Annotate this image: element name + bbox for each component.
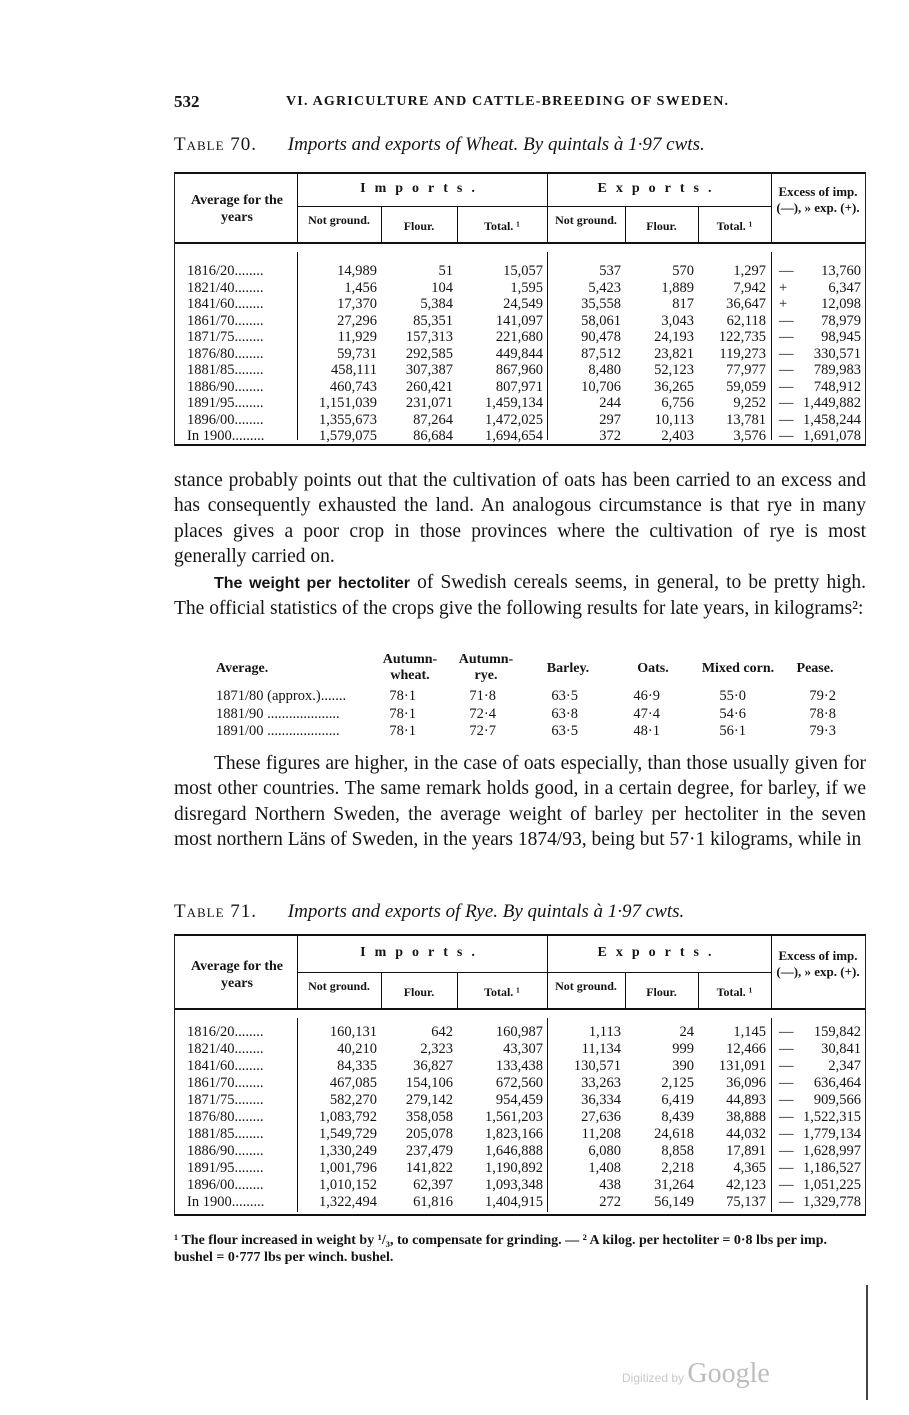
cell-p: 1816/20........ xyxy=(187,263,264,279)
cell-sign: — xyxy=(779,1177,794,1193)
cell-ifl: 87,264 xyxy=(413,411,453,428)
table-row xyxy=(175,1109,865,1126)
imp-flour-header: Flour. xyxy=(403,219,435,233)
cell-sign: — xyxy=(779,1143,794,1159)
table-row xyxy=(175,280,865,297)
weights-cell-m: 55·0 xyxy=(719,688,746,704)
cell-ifl: 307,387 xyxy=(405,362,453,378)
cell-exc: 789,983 xyxy=(813,362,861,378)
cell-itot: 133,438 xyxy=(495,1058,543,1074)
cell-sign: — xyxy=(779,362,794,378)
weights-cell-p: 1871/80 (approx.)....... xyxy=(216,688,347,704)
cell-p: 1876/80........ xyxy=(187,345,264,362)
cell-efl: 2,403 xyxy=(661,428,694,444)
weights-barley-header: Barley. xyxy=(546,661,590,676)
weights-cell-r: 72·7 xyxy=(469,723,496,739)
cell-eng: 10,706 xyxy=(581,378,621,395)
table-row xyxy=(175,362,865,379)
cell-sign: — xyxy=(779,428,794,444)
cell-etot: 3,576 xyxy=(733,428,766,444)
cell-exc: 1,449,882 xyxy=(803,395,861,411)
cell-efl: 52,123 xyxy=(654,362,694,378)
cell-p: 1881/85........ xyxy=(187,1126,264,1142)
cell-itot: 15,057 xyxy=(503,263,543,279)
cell-ing: 1,001,796 xyxy=(319,1160,377,1176)
weights-cell-b: 63·8 xyxy=(551,705,578,722)
cell-ifl: 36,827 xyxy=(413,1058,453,1074)
cell-exc: 1,458,244 xyxy=(803,411,861,428)
cell-ing: 467,085 xyxy=(329,1075,377,1091)
cell-eng: 297 xyxy=(599,411,621,428)
cell-p: 1886/90........ xyxy=(187,1143,264,1159)
weights-autumn-rye-header: Autumn-rye. xyxy=(458,652,514,683)
cell-p: 1891/95........ xyxy=(187,395,264,411)
table-row xyxy=(175,346,865,363)
cell-eng: 272 xyxy=(599,1194,621,1210)
weights-cell-r: 71·8 xyxy=(469,688,496,704)
weights-cell-w: 78·1 xyxy=(389,723,416,739)
col-period-header: Average for the years xyxy=(191,193,283,225)
cell-efl: 999 xyxy=(672,1041,694,1057)
t71-imp-total-header: Total. ¹ xyxy=(484,985,520,999)
weights-pease-header: Pease. xyxy=(796,661,834,676)
cell-etot: 77,977 xyxy=(726,362,766,378)
cell-efl: 24 xyxy=(679,1024,694,1040)
cell-ing: 14,989 xyxy=(337,263,377,279)
cell-itot: 160,987 xyxy=(495,1024,543,1040)
cell-exc: 1,691,078 xyxy=(803,428,861,444)
cell-ifl: 104 xyxy=(431,279,453,296)
cell-eng: 130,571 xyxy=(573,1058,621,1074)
cell-ing: 1,322,494 xyxy=(319,1194,377,1210)
weights-autumn-wheat-header: Autumn-wheat. xyxy=(382,652,438,683)
weights-cell-w: 78·1 xyxy=(389,688,416,704)
cell-eng: 58,061 xyxy=(581,312,621,329)
cell-efl: 2,125 xyxy=(661,1075,694,1091)
cell-itot: 1,561,203 xyxy=(485,1109,543,1125)
cell-etot: 44,893 xyxy=(726,1092,766,1108)
t71-imp-not-ground-header: Not ground. xyxy=(308,979,370,993)
cell-ifl: 260,421 xyxy=(405,378,453,395)
cell-sign: — xyxy=(779,1160,794,1176)
t71-excess-header: Excess of imp. (—), » exp. (+). xyxy=(776,948,860,979)
cell-etot: 42,123 xyxy=(726,1177,766,1193)
cell-sign: — xyxy=(779,395,794,411)
cell-eng: 1,408 xyxy=(588,1160,621,1176)
cell-etot: 36,647 xyxy=(726,296,766,312)
footnote: ¹ The flour increased in weight by ¹/₃, to compensate for grinding. — ² A kilog. per hectoliter = 0·8 lbs per imp. bushel = 0·777 lbs per winch. bushel. xyxy=(174,1233,827,1265)
table70-caption xyxy=(174,134,705,156)
cell-sign: — xyxy=(779,1075,794,1091)
table70-title: Imports and exports of Wheat. By quintals à 1·97 cwts. xyxy=(287,134,705,155)
cell-sign: — xyxy=(779,378,794,395)
cell-exc: 330,571 xyxy=(813,345,861,362)
cell-p: In 1900......... xyxy=(187,1194,265,1210)
cell-efl: 6,419 xyxy=(661,1092,694,1108)
table71-label: Table 71. xyxy=(174,901,258,922)
cell-ing: 582,270 xyxy=(329,1092,377,1108)
table-row xyxy=(175,1041,865,1058)
cell-efl: 3,043 xyxy=(661,312,694,329)
cell-itot: 221,680 xyxy=(495,329,543,345)
table-row xyxy=(175,296,865,313)
weights-table xyxy=(216,650,856,745)
cell-exc: 1,329,778 xyxy=(803,1194,861,1210)
table71-caption xyxy=(174,901,684,923)
cell-exc: 2,347 xyxy=(828,1058,861,1074)
cell-efl: 10,113 xyxy=(654,411,694,428)
cell-etot: 12,466 xyxy=(726,1041,766,1057)
cell-ing: 1,549,729 xyxy=(319,1126,377,1142)
cell-etot: 119,273 xyxy=(719,345,766,362)
scan-edge-mark xyxy=(866,1285,868,1400)
cell-exc: 6,347 xyxy=(828,279,861,296)
cell-p: 1896/00........ xyxy=(187,1177,264,1193)
cell-eng: 244 xyxy=(599,395,621,411)
cell-ifl: 292,585 xyxy=(405,345,453,362)
cell-p: 1821/40........ xyxy=(187,279,264,296)
cell-itot: 1,404,915 xyxy=(485,1194,543,1210)
weights-cell-o: 48·1 xyxy=(633,723,660,739)
cell-exc: 12,098 xyxy=(821,296,861,312)
cell-eng: 6,080 xyxy=(588,1143,621,1159)
cell-ing: 1,083,792 xyxy=(319,1109,377,1125)
weights-cell-m: 56·1 xyxy=(719,723,746,739)
cell-itot: 24,549 xyxy=(503,296,543,312)
t71-exports-group-header: Exports. xyxy=(597,945,721,960)
t71-imp-flour-header: Flour. xyxy=(403,985,435,999)
table-row xyxy=(175,1177,865,1194)
cell-ifl: 2,323 xyxy=(420,1041,453,1057)
watermark: Digitized by Google xyxy=(622,1358,770,1389)
cell-exc: 1,051,225 xyxy=(803,1177,861,1193)
cell-itot: 43,307 xyxy=(503,1041,543,1057)
weights-mixed-header: Mixed corn. xyxy=(701,661,775,676)
weights-cell-pe: 79·2 xyxy=(809,688,836,704)
cell-efl: 56,149 xyxy=(654,1194,694,1210)
cell-ifl: 62,397 xyxy=(413,1177,453,1193)
cell-ing: 11,929 xyxy=(337,329,377,345)
cell-p: 1841/60........ xyxy=(187,296,264,312)
weights-cell-o: 46·9 xyxy=(633,688,660,704)
cell-etot: 13,781 xyxy=(726,411,766,428)
cell-efl: 2,218 xyxy=(661,1160,694,1176)
cell-exc: 98,945 xyxy=(821,329,861,345)
cell-etot: 17,891 xyxy=(726,1143,766,1159)
cell-exc: 909,566 xyxy=(813,1092,861,1108)
cell-exc: 748,912 xyxy=(813,378,861,395)
cell-efl: 8,858 xyxy=(661,1143,694,1159)
cell-etot: 1,145 xyxy=(733,1024,766,1040)
weights-cell-b: 63·5 xyxy=(551,723,578,739)
cell-ifl: 85,351 xyxy=(413,312,453,329)
cell-efl: 8,439 xyxy=(661,1109,694,1125)
cell-exc: 1,779,134 xyxy=(803,1126,861,1142)
cell-eng: 11,134 xyxy=(581,1041,621,1057)
cell-efl: 817 xyxy=(672,296,694,312)
cell-sign: — xyxy=(779,411,794,428)
weights-row xyxy=(216,723,856,740)
cell-p: 1876/80........ xyxy=(187,1109,264,1125)
cell-eng: 36,334 xyxy=(581,1092,621,1108)
table-row xyxy=(175,263,865,280)
paragraph-3-text: These figures are higher, in the case of oats especially, than those usually given for most other countries. The same remark holds good, in a certain degree, for barley, if we disregard Northern Sweden, the average weight of barley per hectoliter in the seven most northern Läns of Sweden, in the years 1874/93, being but 57·1 kilograms, while in xyxy=(174,753,866,851)
cell-ifl: 231,071 xyxy=(405,395,453,411)
paragraph-2 xyxy=(174,570,866,622)
weights-cell-p: 1881/90 .................... xyxy=(216,705,340,722)
table70-body xyxy=(175,263,865,446)
cell-etot: 1,297 xyxy=(733,263,766,279)
table71-title: Imports and exports of Rye. By quintals à 1·97 cwts. xyxy=(287,901,685,922)
cell-p: 1881/85........ xyxy=(187,362,264,378)
table-row xyxy=(175,412,865,429)
cell-efl: 1,889 xyxy=(661,279,694,296)
cell-etot: 59,059 xyxy=(726,378,766,395)
cell-p: In 1900......... xyxy=(187,428,265,444)
table70-label: Table 70. xyxy=(174,134,258,155)
weights-cell-b: 63·5 xyxy=(551,688,578,704)
paragraph-3 xyxy=(174,751,866,853)
cell-itot: 1,190,892 xyxy=(485,1160,543,1176)
table-row xyxy=(175,379,865,396)
cell-ifl: 279,142 xyxy=(405,1092,453,1108)
cell-eng: 27,636 xyxy=(581,1109,621,1125)
t71-col-period-header: Average for the years xyxy=(191,959,283,991)
cell-sign: — xyxy=(779,329,794,345)
cell-ifl: 86,684 xyxy=(413,428,453,444)
table-row xyxy=(175,329,865,346)
cell-etot: 4,365 xyxy=(733,1160,766,1176)
cell-sign: — xyxy=(779,263,794,279)
table-row xyxy=(175,1075,865,1092)
cell-itot: 672,560 xyxy=(495,1075,543,1091)
imp-total-header: Total. ¹ xyxy=(484,219,520,233)
cell-p: 1821/40........ xyxy=(187,1041,264,1057)
cell-ifl: 141,822 xyxy=(405,1160,453,1176)
page-number: 532 xyxy=(174,92,200,111)
table-row xyxy=(175,1143,865,1160)
bold-phrase: The weight per hectoliter xyxy=(214,575,411,592)
table-row xyxy=(175,1058,865,1075)
cell-exc: 1,628,997 xyxy=(803,1143,861,1159)
cell-eng: 11,208 xyxy=(581,1126,621,1142)
cell-ing: 1,151,039 xyxy=(319,395,377,411)
cell-etot: 62,118 xyxy=(726,312,766,329)
cell-efl: 570 xyxy=(672,263,694,279)
cell-p: 1886/90........ xyxy=(187,378,264,395)
cell-ing: 40,210 xyxy=(337,1041,377,1057)
cell-sign: — xyxy=(779,345,794,362)
cell-exc: 159,842 xyxy=(813,1024,861,1040)
cell-itot: 1,646,888 xyxy=(485,1143,543,1159)
cell-sign: — xyxy=(779,1109,794,1125)
cell-efl: 24,618 xyxy=(654,1126,694,1142)
cell-ifl: 358,058 xyxy=(405,1109,453,1125)
cell-p: 1896/00........ xyxy=(187,411,264,428)
cell-sign: — xyxy=(779,1194,794,1210)
cell-p: 1871/75........ xyxy=(187,329,264,345)
exp-flour-header: Flour. xyxy=(646,219,677,233)
cell-ing: 1,579,075 xyxy=(319,428,377,444)
cell-ing: 27,296 xyxy=(337,312,377,329)
exports-group-header: Exports. xyxy=(597,181,721,196)
weights-cell-r: 72·4 xyxy=(469,705,496,722)
cell-etot: 38,888 xyxy=(726,1109,766,1125)
cell-ifl: 157,313 xyxy=(405,329,453,345)
cell-eng: 1,113 xyxy=(588,1024,621,1040)
cell-itot: 141,097 xyxy=(495,312,543,329)
cell-sign: + xyxy=(779,279,788,296)
cell-ifl: 51 xyxy=(438,263,453,279)
cell-itot: 1,459,134 xyxy=(485,395,543,411)
cell-ing: 17,370 xyxy=(337,296,377,312)
cell-sign: — xyxy=(779,1092,794,1108)
cell-itot: 1,823,166 xyxy=(485,1126,543,1142)
cell-ing: 84,335 xyxy=(337,1058,377,1074)
cell-exc: 13,760 xyxy=(821,263,861,279)
weights-cell-o: 47·4 xyxy=(633,705,660,722)
cell-itot: 807,971 xyxy=(495,378,543,395)
cell-efl: 36,265 xyxy=(654,378,694,395)
t71-imports-group-header: Imports. xyxy=(360,945,484,960)
running-title: VI. AGRICULTURE AND CATTLE-BREEDING OF SWEDEN. xyxy=(286,94,730,109)
cell-itot: 954,459 xyxy=(495,1092,543,1108)
table-row xyxy=(175,1194,865,1211)
cell-ing: 1,355,673 xyxy=(319,411,377,428)
table-row xyxy=(175,1160,865,1177)
weights-row xyxy=(216,688,856,705)
cell-etot: 7,942 xyxy=(733,279,766,296)
table71-body xyxy=(175,1024,865,1212)
table71 xyxy=(174,934,866,1216)
cell-itot: 449,844 xyxy=(495,345,543,362)
cell-efl: 23,821 xyxy=(654,345,694,362)
exp-not-ground-header: Not ground. xyxy=(555,213,617,227)
cell-efl: 24,193 xyxy=(654,329,694,345)
cell-eng: 33,263 xyxy=(581,1075,621,1091)
excess-header: Excess of imp. (—), » exp. (+). xyxy=(776,184,860,215)
cell-itot: 1,694,654 xyxy=(485,428,543,444)
cell-sign: + xyxy=(779,296,788,312)
cell-ifl: 205,078 xyxy=(405,1126,453,1142)
weights-cell-w: 78·1 xyxy=(389,705,416,722)
cell-sign: — xyxy=(779,1024,794,1040)
cell-eng: 438 xyxy=(599,1177,621,1193)
weights-cell-pe: 78·8 xyxy=(809,705,836,722)
cell-eng: 372 xyxy=(599,428,621,444)
cell-efl: 6,756 xyxy=(661,395,694,411)
weights-body xyxy=(216,688,856,744)
cell-etot: 75,137 xyxy=(726,1194,766,1210)
cell-exc: 636,464 xyxy=(813,1075,861,1091)
table-row xyxy=(175,1024,865,1041)
t71-exp-not-ground-header: Not ground. xyxy=(555,979,617,993)
exp-total-header: Total. ¹ xyxy=(716,219,753,233)
cell-eng: 35,558 xyxy=(581,296,621,312)
cell-ing: 59,731 xyxy=(337,345,377,362)
cell-itot: 867,960 xyxy=(495,362,543,378)
cell-etot: 122,735 xyxy=(718,329,766,345)
weights-cell-m: 54·6 xyxy=(719,705,746,722)
paragraph-1-text: stance probably points out that the cultivation of oats has been carried to an excess and has consequently exhausted the land. An analogous circumstance is that rye in many places gives a poor crop in those provinces where the cultivation of rye is most generally carried on. xyxy=(174,470,866,568)
weights-cell-p: 1891/00 .................... xyxy=(216,723,340,739)
cell-efl: 390 xyxy=(672,1058,694,1074)
cell-efl: 31,264 xyxy=(654,1177,694,1193)
cell-ifl: 61,816 xyxy=(413,1194,453,1210)
table-row xyxy=(175,313,865,330)
cell-sign: — xyxy=(779,312,794,329)
weights-cell-pe: 79·3 xyxy=(809,723,836,739)
table-row xyxy=(175,1092,865,1109)
cell-etot: 36,096 xyxy=(726,1075,766,1091)
cell-ifl: 154,106 xyxy=(405,1075,453,1091)
cell-itot: 1,472,025 xyxy=(485,411,543,428)
cell-ing: 460,743 xyxy=(329,378,377,395)
cell-etot: 9,252 xyxy=(733,395,766,411)
cell-ing: 1,456 xyxy=(344,279,377,296)
table-row xyxy=(175,1126,865,1143)
cell-ifl: 642 xyxy=(431,1024,453,1040)
imp-not-ground-header: Not ground. xyxy=(308,213,370,227)
cell-sign: — xyxy=(779,1058,794,1074)
cell-sign: — xyxy=(779,1126,794,1142)
weights-average-header: Average. xyxy=(216,661,269,676)
paragraph-2-text: of Swedish cereals seems, in general, to be pretty high. The official statistics of the crops give the following results for late years, in kilograms²: xyxy=(174,572,866,620)
cell-p: 1841/60........ xyxy=(187,1058,264,1074)
cell-exc: 30,841 xyxy=(821,1041,861,1057)
cell-ifl: 5,384 xyxy=(420,296,453,312)
cell-eng: 90,478 xyxy=(581,329,621,345)
table70 xyxy=(174,172,866,446)
table-row xyxy=(175,428,865,445)
cell-etot: 131,091 xyxy=(718,1058,766,1074)
imports-group-header: Imports. xyxy=(360,181,484,196)
cell-itot: 1,093,348 xyxy=(485,1177,543,1193)
cell-p: 1861/70........ xyxy=(187,1075,264,1091)
cell-p: 1816/20........ xyxy=(187,1024,264,1040)
cell-eng: 8,480 xyxy=(588,362,621,378)
cell-eng: 5,423 xyxy=(588,279,621,296)
cell-itot: 1,595 xyxy=(510,279,543,296)
cell-etot: 44,032 xyxy=(726,1126,766,1142)
table-row xyxy=(175,395,865,412)
cell-p: 1871/75........ xyxy=(187,1092,264,1108)
cell-ing: 458,111 xyxy=(330,362,377,378)
t71-exp-total-header: Total. ¹ xyxy=(716,985,753,999)
cell-ing: 1,330,249 xyxy=(319,1143,377,1159)
cell-exc: 1,522,315 xyxy=(803,1109,861,1125)
cell-p: 1891/95........ xyxy=(187,1160,264,1176)
weights-oats-header: Oats. xyxy=(637,661,669,676)
weights-row xyxy=(216,706,856,723)
cell-ifl: 237,479 xyxy=(405,1143,453,1159)
cell-ing: 160,131 xyxy=(329,1024,377,1040)
t71-exp-flour-header: Flour. xyxy=(646,985,677,999)
cell-eng: 537 xyxy=(599,263,621,279)
cell-ing: 1,010,152 xyxy=(319,1177,377,1193)
cell-p: 1861/70........ xyxy=(187,312,264,329)
cell-exc: 78,979 xyxy=(821,312,861,329)
paragraph-1 xyxy=(174,468,866,570)
cell-exc: 1,186,527 xyxy=(803,1160,861,1176)
cell-sign: — xyxy=(779,1041,794,1057)
cell-eng: 87,512 xyxy=(581,345,621,362)
